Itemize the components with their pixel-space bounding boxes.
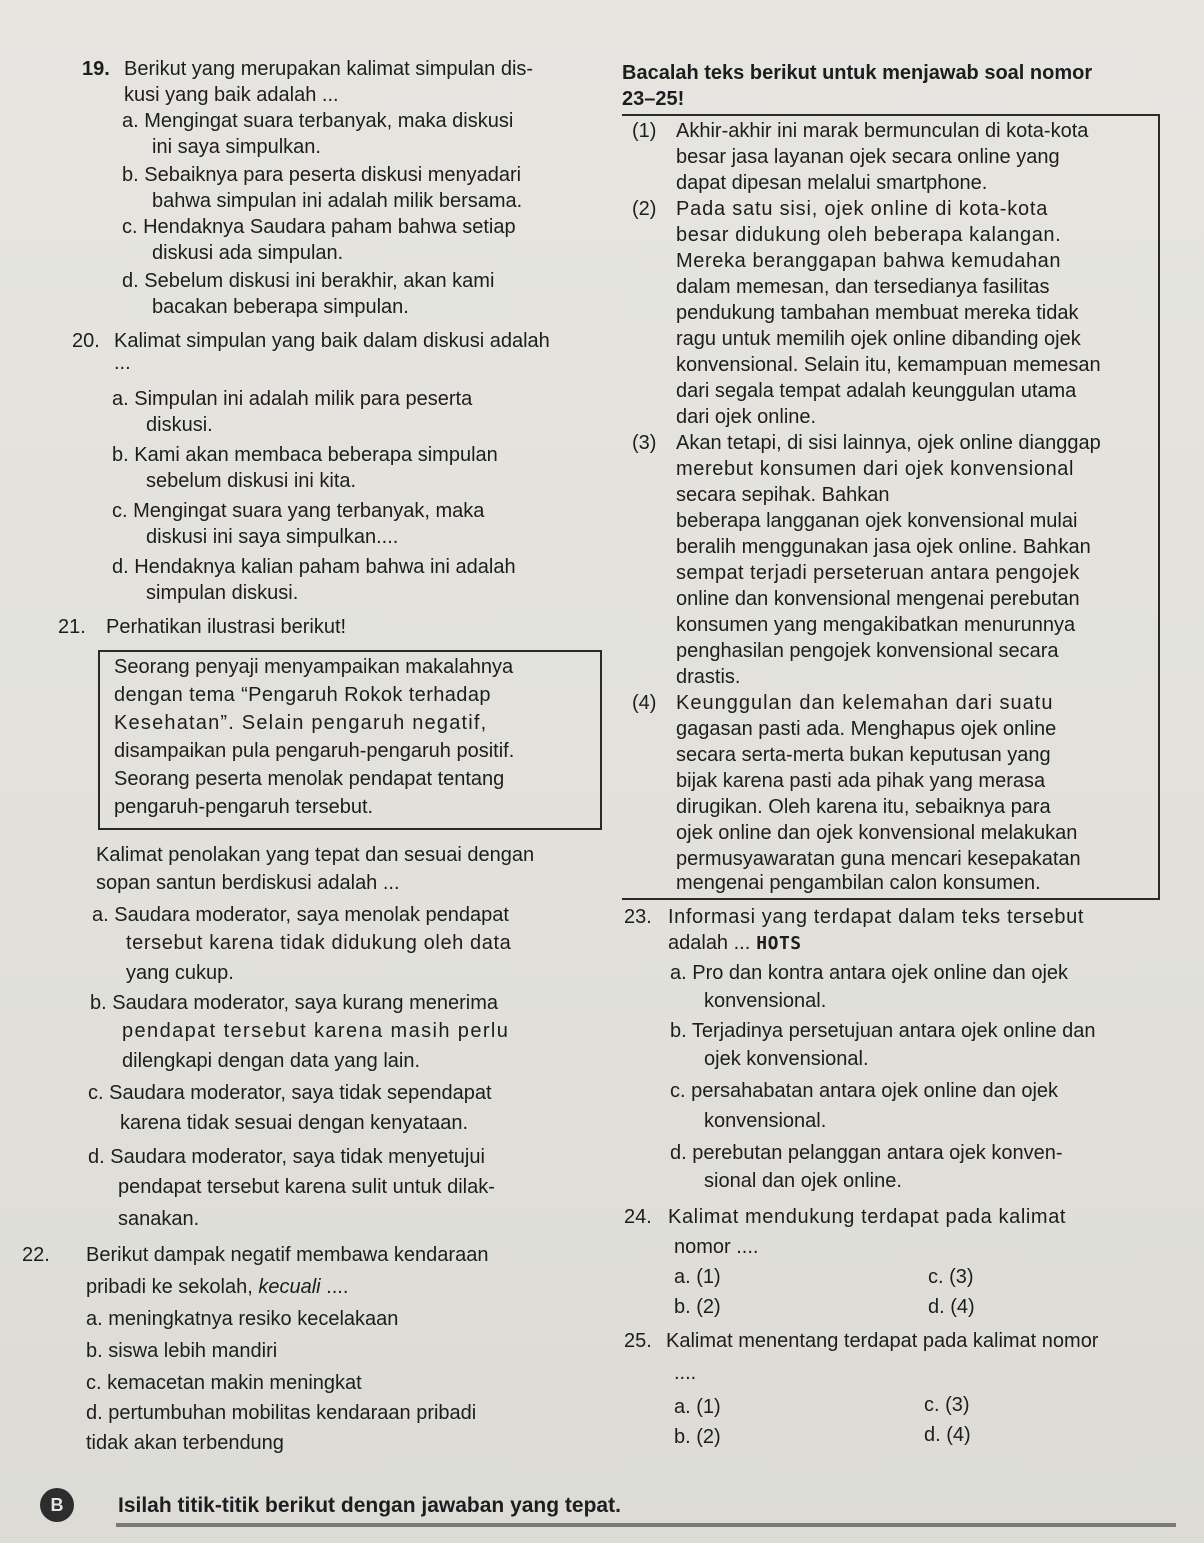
q25-stem-line2: .... xyxy=(674,1362,697,1384)
paragraph-1-line: dapat dipesan melalui smartphone. xyxy=(676,172,988,194)
q21-option-c[interactable]: c. Saudara moderator, saya tidak sependapat xyxy=(88,1082,492,1104)
paragraph-2-line: dari segala tempat adalah keunggulan utama xyxy=(676,380,1077,402)
q19-option-c[interactable]: c. Hendaknya Saudara paham bahwa setiap xyxy=(122,216,516,238)
q20-option-d-cont: simpulan diskusi. xyxy=(146,582,299,604)
paragraph-2-number: (2) xyxy=(632,198,657,220)
q21-option-a[interactable]: a. Saudara moderator, saya menolak pendapat xyxy=(92,904,509,926)
paragraph-3-line: drastis. xyxy=(676,666,741,688)
paragraph-2-line: ragu untuk memilih ojek online dibanding ojek xyxy=(676,328,1081,350)
paragraph-1-line: besar jasa layanan ojek secara online yang xyxy=(676,146,1060,168)
q20-option-c[interactable]: c. Mengingat suara yang terbanyak, maka xyxy=(112,500,485,522)
q21-question-line2: sopan santun berdiskusi adalah ... xyxy=(96,872,400,894)
paragraph-4-line: dirugikan. Oleh karena itu, sebaiknya para xyxy=(676,796,1051,818)
q22-number: 22. xyxy=(22,1244,50,1266)
reading-instruction-line2: 23–25! xyxy=(622,88,685,110)
paragraph-4-line: ojek online dan ojek konvensional melakukan xyxy=(676,822,1078,844)
q20-stem-line1: Kalimat simpulan yang baik dalam diskusi adalah xyxy=(114,330,550,352)
q22-option-c[interactable]: c. kemacetan makin meningkat xyxy=(86,1372,362,1394)
q24-option-c[interactable]: c. (3) xyxy=(928,1266,974,1288)
q21-option-d[interactable]: d. Saudara moderator, saya tidak menyetujui xyxy=(88,1146,485,1168)
q24-number: 24. xyxy=(624,1206,652,1228)
reading-instruction-line1: Bacalah teks berikut untuk menjawab soal nomor xyxy=(622,62,1093,84)
q23-option-a[interactable]: a. Pro dan kontra antara ojek online dan ojek xyxy=(670,962,1069,984)
q25-option-a[interactable]: a. (1) xyxy=(674,1396,721,1418)
q23-number: 23. xyxy=(624,906,652,928)
q22-option-d[interactable]: d. pertumbuhan mobilitas kendaraan pribadi xyxy=(86,1402,477,1424)
q25-stem-line1: Kalimat menentang terdapat pada kalimat nomor xyxy=(666,1330,1099,1352)
q19-option-d-cont: bacakan beberapa simpulan. xyxy=(152,296,409,318)
q23-option-c[interactable]: c. persahabatan antara ojek online dan ojek xyxy=(670,1080,1059,1102)
q22-stem-ellipsis: .... xyxy=(320,1276,349,1298)
q23-option-c-cont: konvensional. xyxy=(704,1110,827,1132)
q21-option-d-cont: pendapat tersebut karena sulit untuk dilak- xyxy=(118,1176,495,1198)
paragraph-4-line: gagasan pasti ada. Menghapus ojek online xyxy=(676,718,1057,740)
paragraph-3-line: online dan konvensional mengenai perebutan xyxy=(676,588,1080,610)
paragraph-3-line: Akan tetapi, di sisi lainnya, ojek online dianggap xyxy=(676,432,1101,454)
q23-option-b[interactable]: b. Terjadinya persetujuan antara ojek online dan xyxy=(670,1020,1096,1042)
q24-option-b[interactable]: b. (2) xyxy=(674,1296,721,1318)
q21-option-a-cont: yang cukup. xyxy=(126,962,234,984)
q22-stem-text: pribadi ke sekolah, xyxy=(86,1276,259,1298)
q25-option-c[interactable]: c. (3) xyxy=(924,1394,970,1416)
q19-stem-line2: kusi yang baik adalah ... xyxy=(124,84,339,106)
paragraph-4-line: permusyawaratan guna mencari kesepakatan xyxy=(676,848,1081,870)
paragraph-4-line: Keunggulan dan kelemahan dari suatu xyxy=(676,692,1054,714)
q25-number: 25. xyxy=(624,1330,652,1352)
hots-badge: HOTS xyxy=(756,933,802,954)
paragraph-3-line: beberapa langganan ojek konvensional mulai xyxy=(676,510,1078,532)
q19-option-b[interactable]: b. Sebaiknya para peserta diskusi menyadari xyxy=(122,164,522,186)
q21-option-a-cont: tersebut karena tidak didukung oleh data xyxy=(126,932,512,954)
q19-option-d[interactable]: d. Sebelum diskusi ini berakhir, akan kami xyxy=(122,270,495,292)
illustration-line: disampaikan pula pengaruh-pengaruh positif. xyxy=(114,740,515,762)
q24-option-a[interactable]: a. (1) xyxy=(674,1266,721,1288)
q21-option-b[interactable]: b. Saudara moderator, saya kurang menerima xyxy=(90,992,498,1014)
section-b-title: Isilah titik-titik berikut dengan jawaban yang tepat. xyxy=(118,1494,621,1517)
paragraph-2-line: dalam memesan, dan tersedianya fasilitas xyxy=(676,276,1050,298)
q23-stem-text: adalah ... xyxy=(668,932,751,954)
section-b-badge: B xyxy=(40,1488,74,1522)
q23-option-b-cont: ojek konvensional. xyxy=(704,1048,869,1070)
q20-number: 20. xyxy=(72,330,100,352)
q20-option-c-cont: diskusi ini saya simpulkan.... xyxy=(146,526,399,548)
q19-option-a[interactable]: a. Mengingat suara terbanyak, maka diskusi xyxy=(122,110,514,132)
q25-option-d[interactable]: d. (4) xyxy=(924,1424,971,1446)
illustration-line: Kesehatan”. Selain pengaruh negatif, xyxy=(114,712,488,734)
q22-option-d-cont: tidak akan terbendung xyxy=(86,1432,284,1454)
paragraph-1-number: (1) xyxy=(632,120,657,142)
q22-stem-line2 xyxy=(86,1276,348,1299)
paragraph-3-line: secara sepihak. Bahkan xyxy=(676,484,890,506)
paragraph-4-number: (4) xyxy=(632,692,657,714)
q21-option-b-cont: pendapat tersebut karena masih perlu xyxy=(122,1020,510,1042)
q19-option-c-cont: diskusi ada simpulan. xyxy=(152,242,344,264)
paragraph-2-line: dari ojek online. xyxy=(676,406,817,428)
q24-stem-line2: nomor .... xyxy=(674,1236,759,1258)
paragraph-3-line: konsumen yang mengakibatkan menurunnya xyxy=(676,614,1076,636)
illustration-line: pengaruh-pengaruh tersebut. xyxy=(114,796,374,818)
q20-option-a-cont: diskusi. xyxy=(146,414,213,436)
q20-option-b-cont: sebelum diskusi ini kita. xyxy=(146,470,357,492)
q23-option-d[interactable]: d. perebutan pelanggan antara ojek konven- xyxy=(670,1142,1063,1164)
paragraph-2-line: besar didukung oleh beberapa kalangan. xyxy=(676,224,1062,246)
paragraph-4-line: mengenai pengambilan calon konsumen. xyxy=(676,872,1041,894)
q20-stem-line2: ... xyxy=(114,352,131,374)
q22-option-a[interactable]: a. meningkatnya resiko kecelakaan xyxy=(86,1308,399,1330)
illustration-line: Seorang penyaji menyampaikan makalahnya xyxy=(114,656,514,678)
q20-option-a[interactable]: a. Simpulan ini adalah milik para peserta xyxy=(112,388,473,410)
q21-option-b-cont: dilengkapi dengan data yang lain. xyxy=(122,1050,421,1072)
paragraph-2-line: konvensional. Selain itu, kemampuan memesan xyxy=(676,354,1101,376)
illustration-line: Seorang peserta menolak pendapat tentang xyxy=(114,768,505,790)
q24-stem-line1: Kalimat mendukung terdapat pada kalimat xyxy=(668,1206,1067,1228)
q25-option-b[interactable]: b. (2) xyxy=(674,1426,721,1448)
paragraph-2-line: pendukung tambahan membuat mereka tidak xyxy=(676,302,1079,324)
paragraph-3-number: (3) xyxy=(632,432,657,454)
q19-stem-line1: Berikut yang merupakan kalimat simpulan dis- xyxy=(124,58,534,80)
q21-number: 21. xyxy=(58,616,86,638)
q22-stem-line1: Berikut dampak negatif membawa kendaraan xyxy=(86,1244,489,1266)
q19-option-a-cont: ini saya simpulkan. xyxy=(152,136,321,158)
q23-option-d-cont: sional dan ojek online. xyxy=(704,1170,902,1192)
q20-option-b[interactable]: b. Kami akan membaca beberapa simpulan xyxy=(112,444,498,466)
paragraph-4-line: bijak karena pasti ada pihak yang merasa xyxy=(676,770,1046,792)
paragraph-3-line: merebut konsumen dari ojek konvensional xyxy=(676,458,1075,480)
paragraph-2-line: Mereka beranggapan bahwa kemudahan xyxy=(676,250,1062,272)
paragraph-2-line: Pada satu sisi, ojek online di kota-kota xyxy=(676,198,1049,220)
q19-option-b-cont: bahwa simpulan ini adalah milik bersama. xyxy=(152,190,523,212)
q23-option-a-cont: konvensional. xyxy=(704,990,827,1012)
q22-stem-kecuali: kecuali xyxy=(258,1276,321,1298)
q19-number: 19. xyxy=(82,58,110,80)
q21-option-d-cont: sanakan. xyxy=(118,1208,200,1230)
paragraph-3-line: beralih menggunakan jasa ojek online. Bahkan xyxy=(676,536,1091,558)
q21-question-line1: Kalimat penolakan yang tepat dan sesuai dengan xyxy=(96,844,535,866)
section-b-divider xyxy=(116,1523,1176,1527)
paragraph-4-line: secara serta-merta bukan keputusan yang xyxy=(676,744,1051,766)
q20-option-d[interactable]: d. Hendaknya kalian paham bahwa ini adalah xyxy=(112,556,516,578)
q21-option-c-cont: karena tidak sesuai dengan kenyataan. xyxy=(120,1112,469,1134)
q22-option-b[interactable]: b. siswa lebih mandiri xyxy=(86,1340,278,1362)
q21-stem: Perhatikan ilustrasi berikut! xyxy=(106,616,347,638)
illustration-line: dengan tema “Pengaruh Rokok terhadap xyxy=(114,684,491,706)
paragraph-1-line: Akhir-akhir ini marak bermunculan di kota-kota xyxy=(676,120,1089,142)
q23-stem-line2 xyxy=(668,932,802,955)
paragraph-3-line: penghasilan pengojek konvensional secara xyxy=(676,640,1059,662)
q24-option-d[interactable]: d. (4) xyxy=(928,1296,975,1318)
q23-stem-line1: Informasi yang terdapat dalam teks tersebut xyxy=(668,906,1085,928)
paragraph-3-line: sempat terjadi perseteruan antara pengojek xyxy=(676,562,1080,584)
